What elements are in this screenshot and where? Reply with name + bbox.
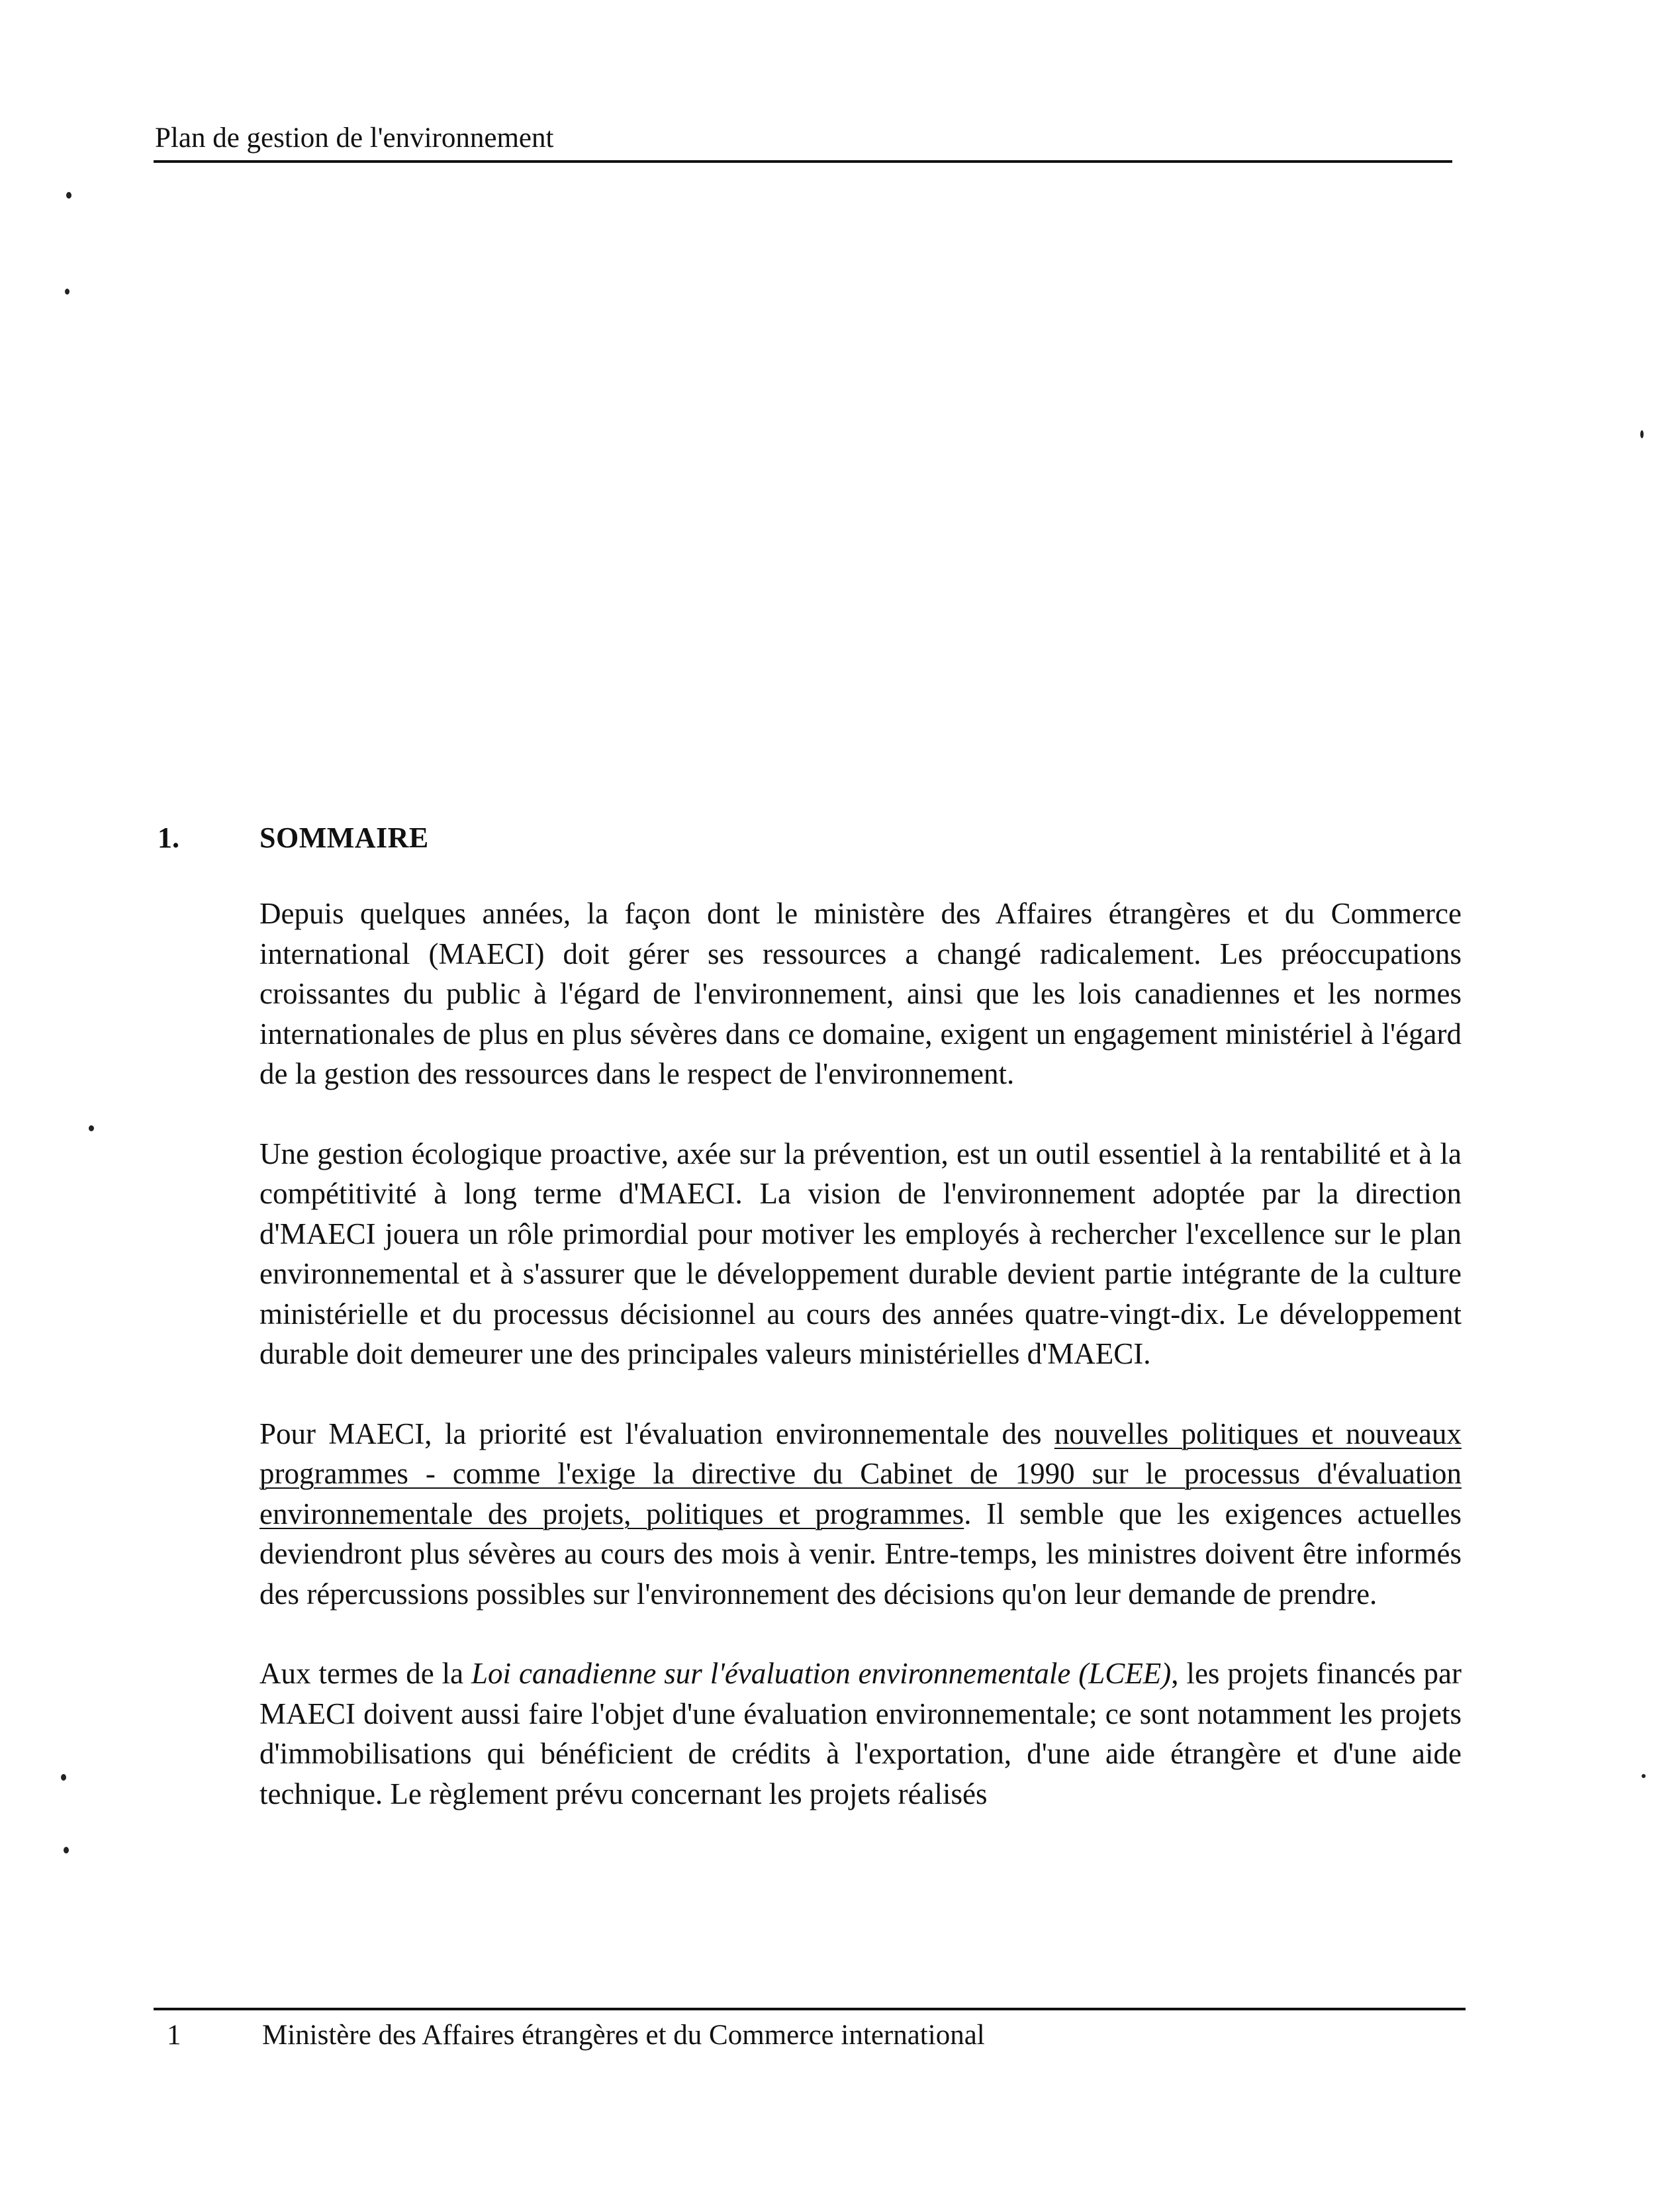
scan-speck	[66, 192, 71, 199]
scan-speck	[64, 1847, 69, 1853]
paragraph-4-rest: , les projets financés par MAECI doivent aussi faire l'objet d'une évaluation environnementale; ce sont notamment les projets d'immobilisations qui bénéficient de crédits à l'exportation, d'une aide étrangère et d'une aide technique. Le règlement prévu concernant les projets réalisés	[259, 1657, 1462, 1810]
underlined-directive-reference: nouvelles politiques et nouveaux programmes - comme l'exige la directive du Cabinet de 1990 sur le processus d'évaluation environnementale des projets, politiques et programmes	[259, 1417, 1462, 1530]
paragraph-3-rest: . Il semble que les exigences actuelles deviendront plus sévères au cours des mois à venir. Entre-temps, les ministres doivent être informés des répercussions possibles sur l'environnement des décisions qu'on leur demande de prendre.	[259, 1497, 1462, 1611]
header-rule	[154, 160, 1452, 163]
paragraph-4	[259, 1654, 1462, 1814]
scan-speck	[89, 1125, 94, 1131]
scan-speck	[65, 289, 70, 295]
scan-speck	[61, 1774, 66, 1781]
section-number: 1.	[158, 821, 179, 854]
section-title: SOMMAIRE	[259, 821, 429, 854]
paragraph-4-intro: Aux termes de la	[259, 1657, 472, 1690]
body-text	[259, 894, 1462, 1814]
paragraph-3-intro: Pour MAECI, la priorité est l'évaluation environnementale des	[259, 1417, 1054, 1450]
footer-rule	[154, 2008, 1466, 2010]
footer-text: Ministère des Affaires étrangères et du Commerce international	[262, 2020, 985, 2051]
law-title-italic: Loi canadienne sur l'évaluation environnementale (LCEE)	[471, 1657, 1172, 1690]
paragraph-3	[259, 1414, 1462, 1615]
scan-speck	[1642, 1774, 1646, 1778]
paragraph-2: Une gestion écologique proactive, axée sur la prévention, est un outil essentiel à la rentabilité et à la compétitivité à long terme d'MAECI. La vision de l'environnement adoptée par la direction d'MAECI jouera un rôle primordial pour motiver les employés à rechercher l'excellence sur le plan environnemental et à s'assurer que le développement durable devient partie intégrante de la culture ministérielle et du processus décisionnel au cours des années quatre-vingt-dix. Le développement durable doit demeurer une des principales valeurs ministérielles d'MAECI.	[259, 1137, 1462, 1370]
running-header: Plan de gestion de l'environnement	[155, 122, 554, 154]
page-number: 1	[167, 2020, 181, 2051]
scan-speck	[1640, 430, 1644, 438]
paragraph-1: Depuis quelques années, la façon dont le ministère des Affaires étrangères et du Commerce international (MAECI) doit gérer ses ressources a changé radicalement. Les préoccupations croissantes du public à l'égard de l'environnement, ainsi que les lois canadiennes et les normes internationales de plus en plus sévères dans ce domaine, exigent un engagement ministériel à l'égard de la gestion des ressources dans le respect de l'environnement.	[259, 897, 1462, 1090]
